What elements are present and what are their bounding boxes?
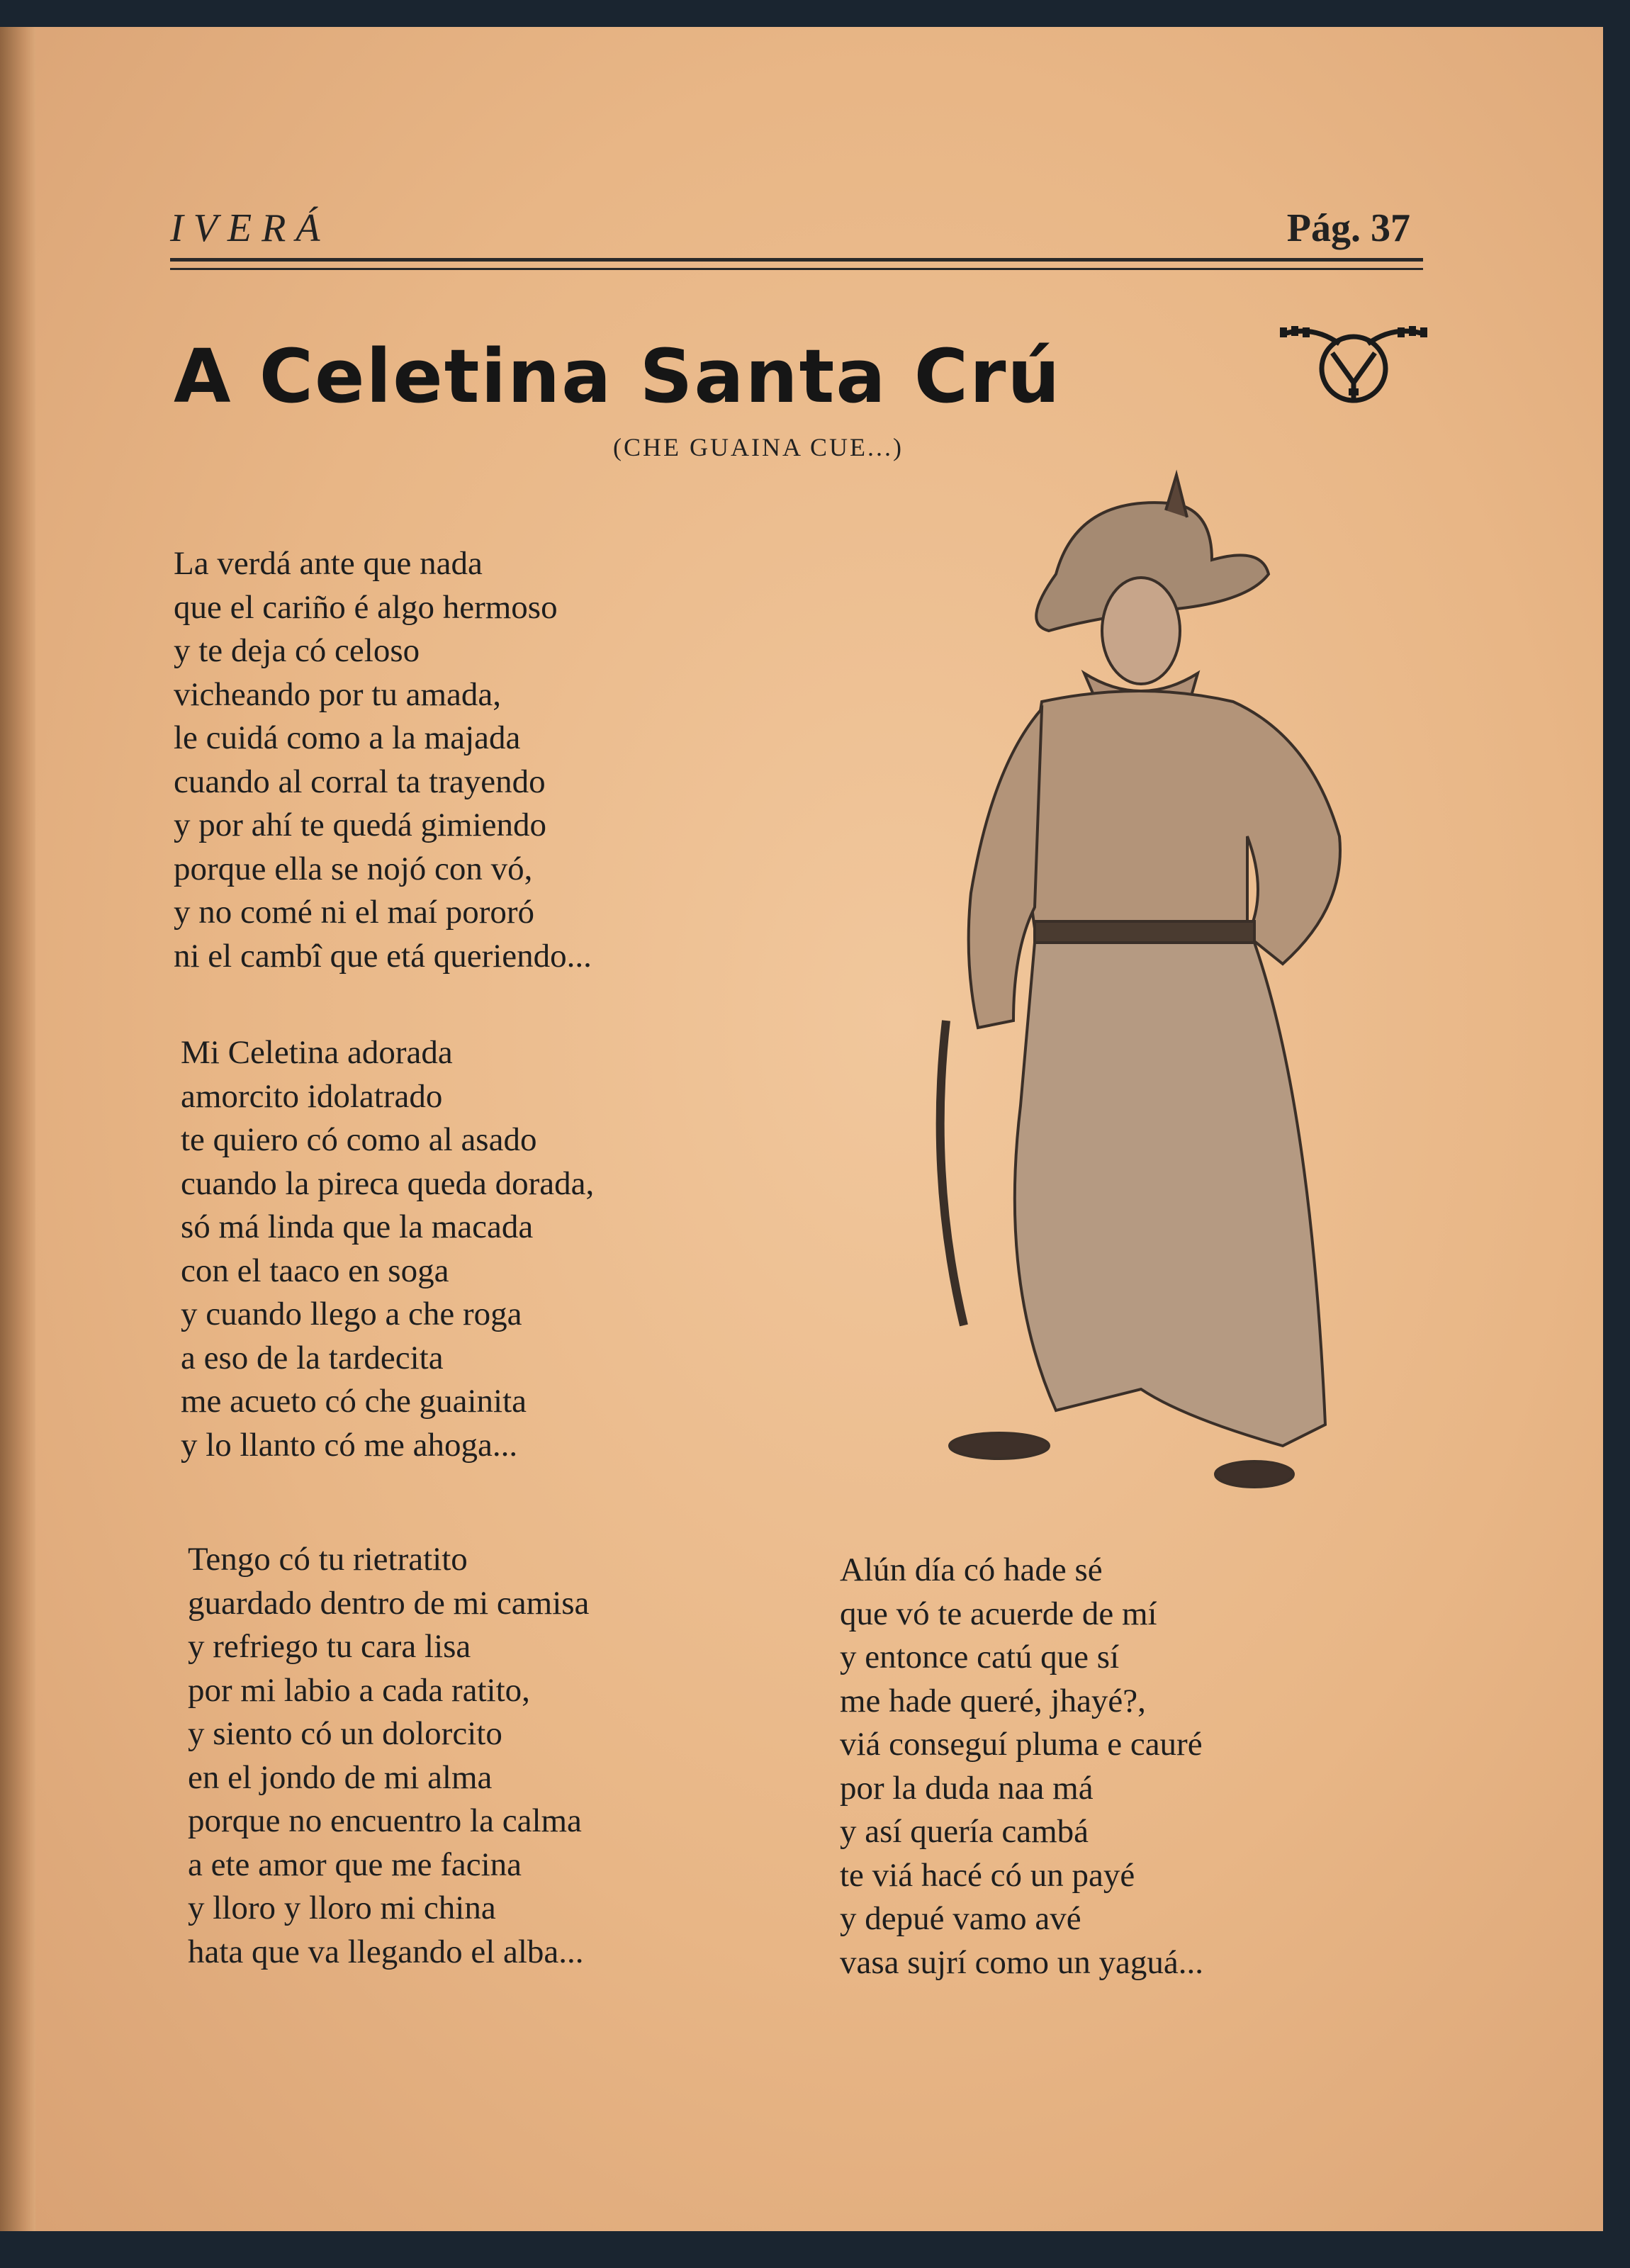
verse-line: te viá hacé có un payé (840, 1856, 1135, 1894)
verse-line: por la duda naa má (840, 1769, 1094, 1807)
header-rule-thin (170, 268, 1423, 270)
verse-line: La verdá ante que nada (174, 545, 483, 582)
verse-line: a ete amor que me facina (188, 1846, 522, 1883)
verse-line: Alún día có hade sé (840, 1551, 1103, 1588)
poem-subtitle: (CHE GUAINA CUE...) (613, 433, 904, 461)
verse-line: con el taaco en soga (181, 1252, 449, 1289)
stanza-2 (181, 1031, 594, 1467)
verse-line: que el cariño é algo hermoso (174, 588, 558, 626)
header-rule (170, 258, 1423, 262)
verse-line: Tengo có tu rietratito (188, 1541, 468, 1578)
emblem-icon (1276, 312, 1432, 425)
verse-line: cuando la pireca queda dorada, (181, 1164, 595, 1202)
verse-line: y depué vamo avé (840, 1900, 1081, 1937)
verse-line: porque ella se nojó con vó, (174, 850, 533, 887)
verse-line: que vó te acuerde de mí (840, 1595, 1157, 1632)
verse-line: a eso de la tardecita (181, 1339, 444, 1376)
verse-line: vasa sujrí como un yaguá... (840, 1943, 1203, 1981)
verse-line: só má linda que la macada (181, 1208, 534, 1245)
verse-line: y lloro y lloro mi china (188, 1890, 496, 1926)
verse-line: y así quería cambá (840, 1813, 1089, 1850)
poem-title: A Celetina Santa Crú (174, 333, 1062, 420)
running-header (135, 206, 1424, 262)
publication-name: IVERÁ (170, 206, 330, 250)
verse-line: te quiero có como al asado (181, 1121, 537, 1158)
verse-line: y siento có un dolorcito (188, 1715, 502, 1752)
woman-illustration-icon (914, 468, 1424, 1517)
verse-line: amorcito idolatrado (181, 1077, 443, 1115)
verse-line: porque no encuentro la calma (188, 1802, 582, 1839)
stanza-1 (174, 542, 592, 978)
verse-line: y lo llanto có me ahoga... (181, 1426, 518, 1464)
verse-line: me acueto có che guainita (181, 1383, 527, 1420)
verse-line: y cuando llego a che roga (181, 1296, 522, 1332)
verse-line: cuando al corral ta trayendo (174, 763, 546, 800)
verse-line: hata que va llegando el alba... (188, 1933, 584, 1970)
verse-line: en el jondo de mi alma (188, 1758, 493, 1796)
verse-line: le cuidá como a la majada (174, 719, 521, 756)
verse-line: viá conseguí pluma e cauré (840, 1726, 1203, 1763)
stanza-4 (840, 1549, 1203, 1984)
verse-line: Mi Celetina adorada (181, 1034, 453, 1071)
verse-line: me hade queré, jhayé?, (840, 1682, 1146, 1719)
verse-line: y refriego tu cara lisa (188, 1628, 471, 1665)
verse-line: y no comé ni el maí pororó (174, 894, 535, 931)
verse-line: y entonce catú que sí (840, 1639, 1120, 1675)
stanza-3 (188, 1538, 589, 1974)
verse-line: por mi labio a cada ratito, (188, 1671, 530, 1709)
verse-line: y por ahí te quedá gimiendo (174, 807, 546, 843)
verse-line: y te deja có celoso (174, 632, 420, 669)
verse-line: guardado dentro de mi camisa (188, 1584, 590, 1622)
verse-line: ni el cambî que etá queriendo... (174, 937, 592, 975)
verse-line: vicheando por tu amada, (174, 675, 501, 713)
page-number: Pág. 37 (1286, 206, 1410, 250)
